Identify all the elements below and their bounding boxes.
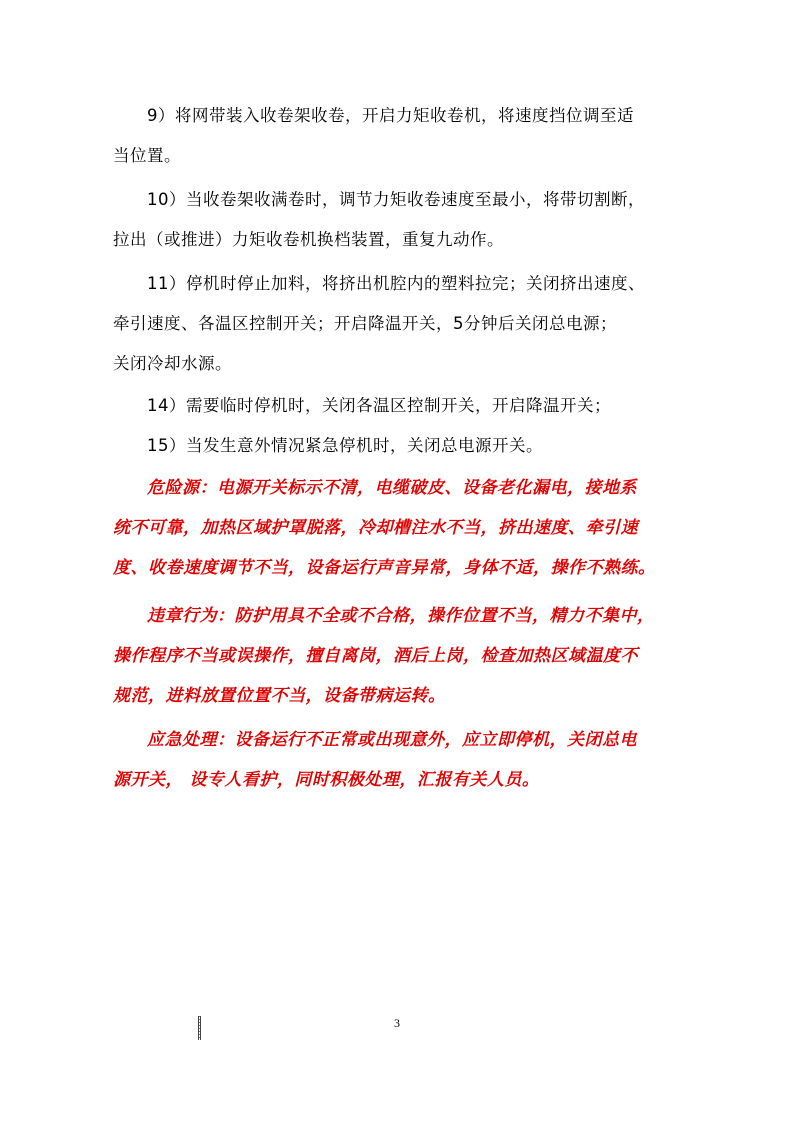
- paragraph-line: 15）当发生意外情况紧急停机时，关闭总电源开关。: [147, 436, 543, 455]
- hazard-source-paragraph: [113, 468, 683, 588]
- paragraph-line: 14）需要临时停机时，关闭各温区控制开关，开启降温开关；: [147, 396, 611, 415]
- step-14-paragraph: [113, 386, 683, 426]
- step-15-paragraph: [113, 426, 683, 466]
- page-number: 3: [394, 1016, 400, 1030]
- step-9-paragraph: [113, 96, 683, 176]
- paragraph-line: 规范，进料放置位置不当，设备带病运转。: [113, 686, 446, 706]
- paragraph-line: 违章行为：防护用具不全或不合格，操作位置不当，精力不集中，: [147, 606, 655, 626]
- paragraph-line: 10）当收卷架收满卷时，调节力矩收卷速度至最小，将带切割断，: [147, 190, 645, 209]
- paragraph-line: 拉出（或推进）力矩收卷机换档装置，重复九动作。: [113, 230, 504, 249]
- paragraph-line: 源开关， 设专人看护，同时积极处理，汇报有关人员。: [113, 770, 540, 790]
- paragraph-line: 关闭冷却水源。: [113, 354, 232, 373]
- emergency-paragraph: [113, 720, 683, 800]
- paragraph-line: 统不可靠，加热区域护罩脱落，冷却槽注水不当，挤出速度、牵引速: [113, 518, 638, 538]
- paragraph-line: 应急处理：设备运行不正常或出现意外，应立即停机，关闭总电: [147, 730, 637, 750]
- paragraph-line: 9）将网带装入收卷架收卷，开启力矩收卷机，将速度挡位调至适: [147, 106, 634, 125]
- step-11-paragraph: [113, 264, 683, 384]
- paragraph-line: 危险源：电源开关标示不清，电缆破皮、设备老化漏电，接地系: [147, 478, 637, 498]
- paragraph-line: 牵引速度、各温区控制开关；开启降温开关，5分钟后关闭总电源；: [113, 314, 617, 333]
- paragraph-line: 11）停机时停止加料，将挤出机腔内的塑料拉完；关闭挤出速度、: [147, 274, 645, 293]
- paragraph-line: 度、收卷速度调节不当，设备运行声音异常，身体不适，操作不熟练。: [113, 558, 656, 578]
- paragraph-line: 当位置。: [113, 146, 181, 165]
- step-10-paragraph: [113, 180, 683, 260]
- paragraph-line: 操作程序不当或误操作，擅自离岗，酒后上岗，检查加热区域温度不: [113, 646, 638, 666]
- margin-mark-icon: [198, 1016, 201, 1040]
- violation-paragraph: [113, 596, 683, 716]
